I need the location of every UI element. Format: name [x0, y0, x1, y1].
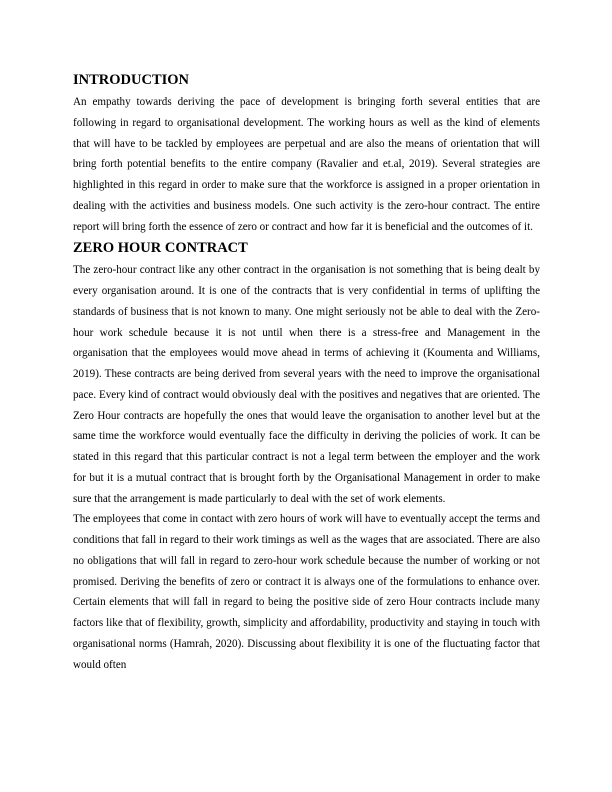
- document-page: [73, 70, 540, 675]
- zero-hour-paragraph-1: The zero-hour contract like any other contract in the organisation is not something that is being dealt by every organisation around. It is one of the contracts that is very confidential in terms of uplifting the standards of business that is not known to many. One might seriously not be able to deal with the Zero-hour work schedule because it is not until when there is a stress-free and Management in the organisation that the employees would move ahead in terms of achieving it (Koumenta and Williams, 2019). These contracts are being derived from several years with the need to improve the organisational pace. Every kind of contract would obviously deal with the positives and negatives that are oriented. The Zero Hour contracts are hopefully the ones that would leave the organisation to another level but at the same time the workforce would eventually face the difficulty in deriving the policies of work. It can be stated in this regard that this particular contract is not a legal term between the employer and the work for but it is a mutual contract that is brought forth by the Organisational Management in order to make sure that the arrangement is made particularly to deal with the set of work elements.: [73, 264, 540, 505]
- section-heading-zero-hour-contract: ZERO HOUR CONTRACT: [73, 240, 248, 257]
- section-heading-introduction: INTRODUCTION: [73, 72, 190, 88]
- introduction-paragraph: An empathy towards deriving the pace of development is bringing forth several entities that are following in regard to organisational development. The working hours as well as the kind of elements that will have to be tackled by employees are perpetual and are also the means of orientation that will bring forth potential benefits to the entire company (Ravalier and et.al, 2019). Several strategies are highlighted in this regard in order to make sure that the workforce is assigned in a proper orientation in dealing with the activities and business models. One such activity is the zero-hour contract. The entire report will bring forth the essence of zero or contract and how far it is beneficial and the outcomes of it.: [73, 96, 540, 233]
- zero-hour-paragraph-2: The employees that come in contact with zero hours of work will have to eventually accept the terms and conditions that fall in regard to their work timings as well as the wages that are associated. There are also no obligations that will fall in regard to zero-hour work schedule because the number of working or not promised. Deriving the benefits of zero or contract it is always one of the formulations to enhance over. Certain elements that will fall in regard to being the positive side of zero Hour contracts include many factors like that of flexibility, growth, simplicity and affordability, productivity and staying in touch with organisational norms (Hamrah, 2020). Discussing about flexibility it is one of the fluctuating factor that would often: [73, 513, 541, 671]
